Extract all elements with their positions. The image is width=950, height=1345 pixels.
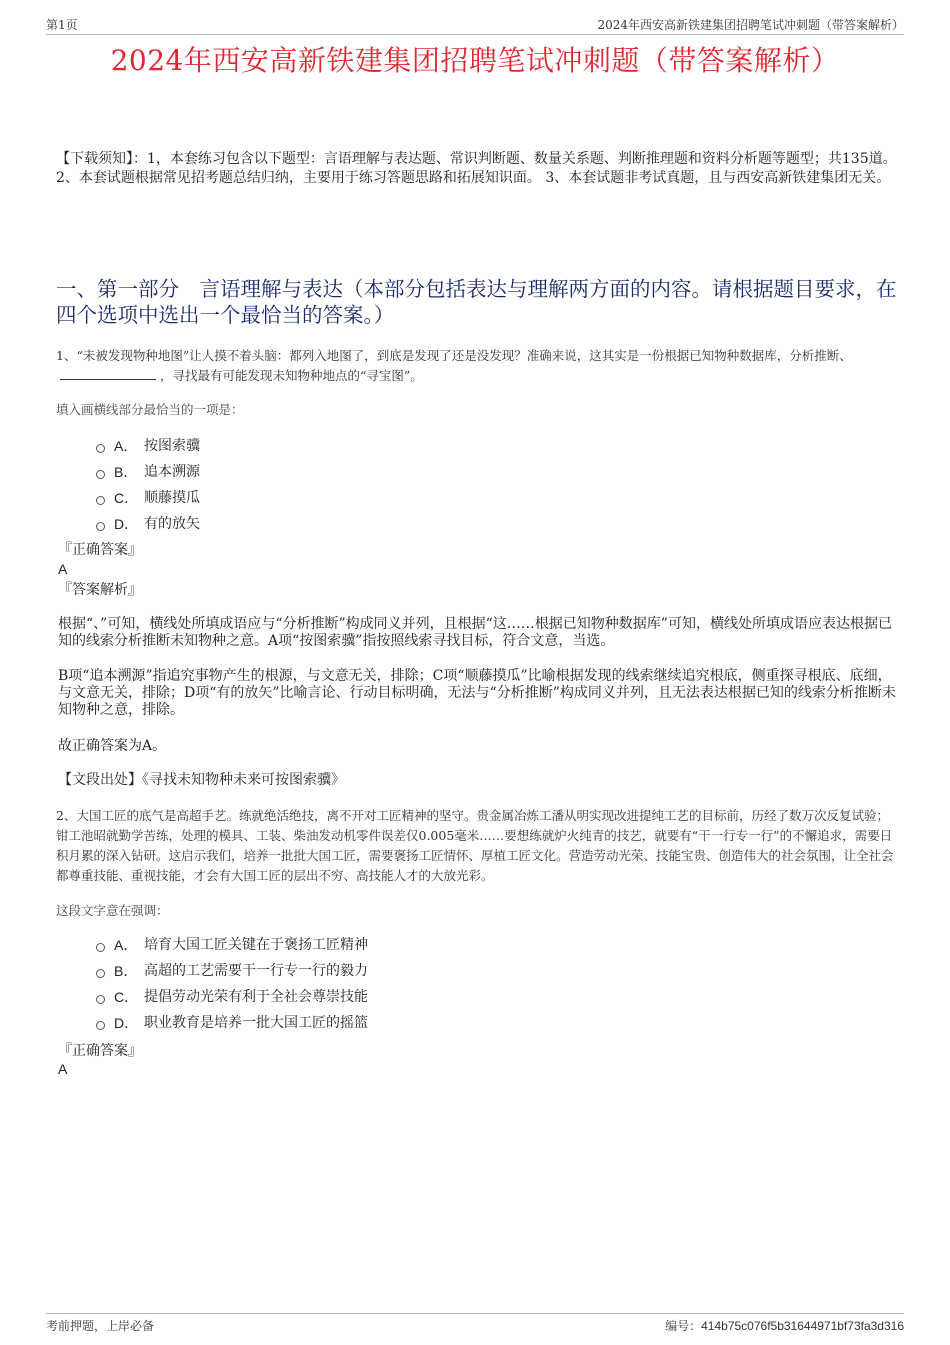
question-1-prompt: 填入画横线部分最恰当的一项是： (56, 402, 244, 417)
analysis-conclusion: 故正确答案为A。 (58, 738, 167, 754)
answer-label: 『正确答案』 (58, 1043, 142, 1059)
option-key: D． (114, 1015, 139, 1031)
radio-icon[interactable] (96, 470, 105, 479)
question-2-stem: 2、大国工匠的底气是高超手艺。练就绝活绝技，离不开对工匠精神的坚守。贵金属冶炼工潘从明实现改进提纯工艺的目标前，历经了数万次反复试验；钳工池昭就勤学苦练，处理的模具、工装、柴油发动机零件误差仅0.005毫米……要想练就炉火纯青的技艺，就要有“干一行专一行”的不懈追求，需要日积月累的深入钻研。这启示我们，培养一批批大国工匠，需要褒扬工匠情怀、厚植工匠文化。营造劳动光荣、技能宝贵、创造伟大的社会氛围，让全社会都尊重技能、重视技能，才会有大国工匠的层出不穷、高技能人才的大放光彩。 (56, 808, 894, 883)
option-c[interactable] (96, 984, 368, 1010)
question-2-options (96, 932, 368, 1036)
option-b[interactable] (96, 958, 368, 984)
download-notice: 【下载须知】：1，本套练习包含以下题型：言语理解与表达题、常识判断题、数量关系题、判断推理题和资料分析题等题型；共135道。 2、本套试题根据常见招考题总结归纳，主要用于练习答题思路和拓展知识面。 3、本套试题非考试真题，且与西安高新铁建集团无关。 (56, 151, 897, 186)
option-key: A． (114, 937, 138, 953)
analysis-paragraph-2: B项“追本溯源”指追究事物产生的根源，与文意无关，排除；C项“顺藤摸瓜”比喻根据发现的线索继续追究根底，侧重探寻根底、底细，与文意无关，排除；D项“有的放矢”比喻言论、行动目标明确，无法与“分析推断”构成同义并列，且无法表达根据已知的线索分析推断未知物种之意，排除。 (58, 668, 896, 718)
question-2-prompt: 这段文字意在强调： (56, 903, 169, 918)
page-footer (46, 1313, 904, 1334)
page-header (46, 16, 904, 35)
option-text: 追本溯源 (144, 464, 200, 480)
option-text: 有的放矢 (144, 516, 200, 532)
radio-icon[interactable] (96, 496, 105, 505)
option-key: B． (114, 963, 138, 979)
document-title: 2024年西安高新铁建集团招聘笔试冲刺题（带答案解析） (110, 44, 840, 77)
option-text: 高超的工艺需要干一行专一行的毅力 (144, 963, 368, 979)
footer-code (665, 1317, 904, 1334)
option-d[interactable] (96, 511, 200, 537)
option-d[interactable] (96, 1010, 368, 1036)
option-a[interactable] (96, 433, 200, 459)
option-key: A． (114, 438, 138, 454)
radio-icon[interactable] (96, 1021, 105, 1030)
option-text: 提倡劳动光荣有利于全社会尊崇技能 (144, 989, 368, 1005)
answer-value: A (58, 561, 68, 577)
radio-icon[interactable] (96, 522, 105, 531)
option-text: 培育大国工匠关键在于褒扬工匠精神 (144, 937, 368, 953)
option-key: C． (114, 490, 139, 506)
footer-code-label: 编号： (665, 1319, 702, 1333)
text-source: 【文段出处】《寻找未知物种未来可按图索骥》 (58, 772, 345, 788)
question-1-stem-part-a: 1、“未被发现物种地图”让人摸不着头脑：都列入地图了，到底是发现了还是没发现？准确来说，这其实是一份根据已知物种数据库，分析推断、 (56, 348, 852, 363)
question-1-stem (56, 346, 896, 386)
option-b[interactable] (96, 459, 200, 485)
option-a[interactable] (96, 932, 368, 958)
option-key: D． (114, 516, 139, 532)
option-text: 顺藤摸瓜 (144, 490, 200, 506)
fill-blank (60, 367, 156, 380)
radio-icon[interactable] (96, 444, 105, 453)
answer-label: 『正确答案』 (58, 542, 142, 558)
radio-icon[interactable] (96, 969, 105, 978)
footer-code-value: 414b75c076f5b31644971bf73fa3d316 (701, 1319, 904, 1333)
question-1-options (96, 433, 200, 537)
option-c[interactable] (96, 485, 200, 511)
section-title: 一、第一部分 言语理解与表达（本部分包括表达与理解两方面的内容。请根据题目要求，在四个选项中选出一个最恰当的答案。） (56, 277, 897, 327)
analysis-paragraph-1: 根据“、”可知，横线处所填成语应与“分析推断”构成同义并列，且根据“这……根据已知物种数据库”可知，横线处所填成语应表达根据已知的线索分析推断未知物种之意。A项“按图索骥”指按照线索寻找目标，符合文意，当选。 (58, 616, 892, 649)
option-key: C． (114, 989, 139, 1005)
option-text: 职业教育是培养一批大国工匠的摇篮 (144, 1015, 368, 1031)
question-1-stem-part-b: ，寻找最有可能发现未知物种地点的“寻宝图”。 (160, 368, 423, 383)
option-key: B． (114, 464, 138, 480)
footer-slogan: 考前押题，上岸必备 (46, 1319, 155, 1333)
radio-icon[interactable] (96, 995, 105, 1004)
answer-value: A (58, 1061, 68, 1077)
option-text: 按图索骥 (144, 438, 200, 454)
analysis-label: 『答案解析』 (58, 582, 142, 598)
header-doc-title: 2024年西安高新铁建集团招聘笔试冲刺题（带答案解析） (597, 18, 904, 32)
page-number: 第1页 (46, 18, 78, 32)
radio-icon[interactable] (96, 943, 105, 952)
